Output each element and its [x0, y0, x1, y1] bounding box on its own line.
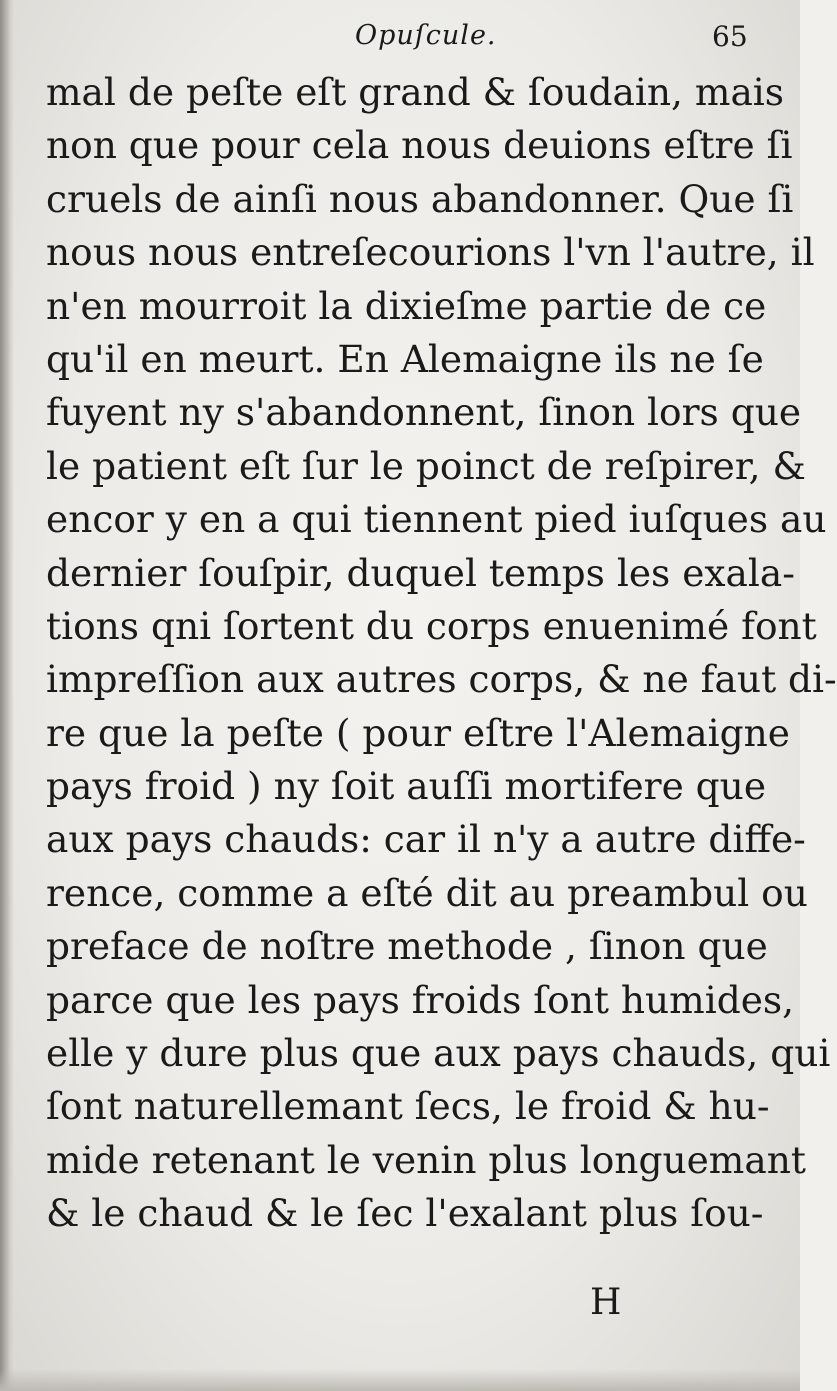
- text-line: tions qni ſortent du corps enuenimé font: [46, 603, 817, 648]
- text-line: qu'il en meurt. En Alemaigne ils ne ſe: [46, 336, 764, 381]
- running-head: [0, 18, 800, 58]
- running-title: Opuſcule.: [355, 20, 497, 51]
- text-line: & le chaud & le ſec l'exalant plus ſou-: [46, 1191, 764, 1236]
- text-line: n'en mourroit la dixieſme partie de ce: [46, 283, 767, 328]
- page-shadow-bottom: [0, 1369, 800, 1391]
- text-line: cruels de ainſi nous abandonner. Que ſi: [46, 176, 794, 221]
- signature-mark: H: [590, 1282, 622, 1323]
- text-line: preface de noſtre methode , ſinon que: [46, 924, 768, 969]
- text-line: encor y en a qui tiennent pied iuſques au: [46, 497, 827, 542]
- text-line: mal de peſte eſt grand & ſoudain, mais: [46, 70, 785, 114]
- text-line: impreſſion aux autres corps, & ne faut di-: [46, 657, 837, 702]
- page-number: 65: [712, 20, 748, 53]
- text-line: parce que les pays froids ſont humides,: [46, 977, 795, 1022]
- text-line: ſont naturellemant ſecs, le froid & hu-: [46, 1084, 770, 1129]
- text-line: mide retenant le venin plus longuemant: [46, 1137, 806, 1182]
- text-line: re que la peſte ( pour eſtre l'Alemaigne: [46, 710, 790, 755]
- text-line: rence, comme a eſté dit au preambul ou: [46, 870, 808, 915]
- text-line: aux pays chauds: car il n'y a autre diffe-: [46, 817, 806, 862]
- body-text: [46, 66, 837, 1241]
- text-line: dernier ſouſpir, duquel temps les exala-: [46, 550, 795, 595]
- text-line: le patient eſt ſur le poinct de reſpirer, &: [46, 443, 806, 488]
- text-line: fuyent ny s'abandonnent, ſinon lors que: [46, 390, 802, 435]
- text-line: non que pour cela nous deuions eſtre ſi: [46, 123, 793, 168]
- page-shadow-left: [0, 0, 14, 1391]
- text-line: elle y dure plus que aux pays chauds, qui: [46, 1031, 831, 1076]
- text-line: nous nous entreſecourions l'vn l'autre, il: [46, 230, 815, 275]
- text-line: pays froid ) ny ſoit auſſi mortifere que: [46, 764, 767, 809]
